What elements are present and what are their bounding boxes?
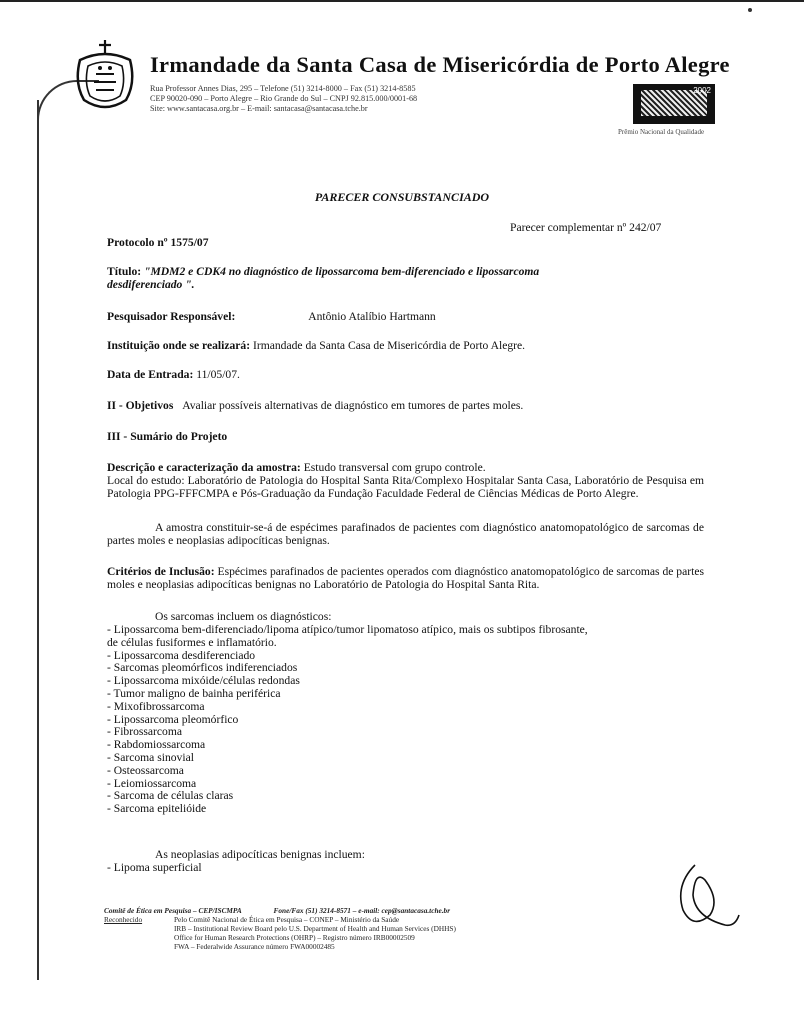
list-item: - Mixofibrossarcoma [107, 699, 205, 713]
objectives-text: Avaliar possíveis alternativas de diagnóstico em tumores de partes moles. [182, 399, 524, 412]
list-item: - Tumor maligno de bainha periférica [107, 686, 281, 700]
title-text: "MDM2 e CDK4 no diagnóstico de lipossarcoma bem-diferenciado e lipossarcoma [144, 265, 540, 278]
list-item: - Lipossarcoma desdiferenciado [107, 648, 256, 662]
left-margin-line [37, 100, 39, 980]
list-item: - Sarcoma epitelióide [107, 802, 207, 816]
footer-line: FWA – Federalwide Assurance número FWA00002485 [174, 942, 335, 951]
researcher-name: Antônio Atalíbio Hartmann [308, 310, 436, 323]
inclusion-criteria-paragraph [107, 566, 704, 592]
footer-recognition [104, 915, 456, 951]
list-item: de células fusiformes e inflamatório. [107, 635, 277, 649]
footer [104, 906, 456, 951]
footer-committee-line [104, 906, 456, 915]
title-label: Título: [107, 265, 142, 278]
title-line [107, 266, 539, 279]
diagnosis-list [107, 624, 588, 816]
summary-heading: III - Sumário do Projeto [107, 430, 228, 443]
footer-contact: Fone/Fax (51) 3214-8571 – e-mail: cep@santacasa.tche.br [273, 906, 451, 915]
document-heading: PARECER CONSUBSTANCIADO [314, 190, 490, 204]
institution-label: Instituição onde se realizará: [107, 339, 251, 352]
date-row [107, 369, 240, 382]
list-item: - Fibrossarcoma [107, 725, 183, 739]
sample-description-label: Descrição e caracterização da amostra: [107, 461, 301, 474]
footer-line: Pelo Comitê Nacional de Ética em Pesquisa – CONEP – Ministério da Saúde [174, 915, 400, 924]
footer-line: IRB – Institutional Review Board pelo U.S. Department of Health and Human Services (DHHS) [174, 924, 456, 933]
sample-description-text: Estudo transversal com grupo controle. [303, 461, 486, 474]
list-item: - Osteossarcoma [107, 763, 184, 777]
researcher-label: Pesquisador Responsável: [107, 310, 236, 323]
institution-title: Irmandade da Santa Casa de Misericórdia de Porto Alegre [150, 52, 730, 77]
institution-row [107, 340, 525, 353]
objectives-label: II - Objetivos [107, 399, 174, 412]
list-item: - Lipossarcoma bem-diferenciado/lipoma atípico/tumor lipomatoso atípico, mais os subtipos fibrosante, [107, 623, 588, 636]
quality-award-logo [633, 84, 715, 124]
list-item: - Sarcoma sinovial [107, 750, 194, 764]
top-border [0, 0, 804, 2]
date-label: Data de Entrada: [107, 368, 194, 381]
list-item: - Rabdomiossarcoma [107, 738, 206, 752]
sarcomas-intro: Os sarcomas incluem os diagnósticos: [155, 610, 332, 623]
handwritten-signature [665, 855, 745, 935]
santa-casa-seal-icon [70, 38, 140, 116]
logo-caption: Prêmio Nacional da Qualidade [618, 128, 705, 136]
protocol-number: Protocolo nº 1575/07 [107, 236, 209, 249]
list-item: - Sarcomas pleomórficos indiferenciados [107, 661, 298, 675]
benign-list-item: - Lipoma superficial [107, 861, 202, 874]
list-item: - Lipossarcoma mixóide/células redondas [107, 674, 300, 688]
researcher-row [107, 311, 436, 324]
institution-value: Irmandade da Santa Casa de Misericórdia de Porto Alegre. [253, 339, 526, 352]
study-location-paragraph: Local do estudo: Laboratório de Patologia do Hospital Santa Rita/Complexo Hospitalar Santa Casa, Laboratório de Pesquisa em Patologia PPG-FFFCMPA e Pós-Graduação da Fundação Faculdade Federal de Ciências Médicas de Porto Alegre. [107, 474, 704, 500]
address-line: Site: www.santacasa.org.br – E-mail: santacasa@santacasa.tche.br [150, 104, 368, 113]
footer-line: Office for Human Research Protections (OHRP) – Registro número IRB00002509 [174, 933, 415, 942]
address-line: Rua Professor Annes Dias, 295 – Telefone (51) 3214-8000 – Fax (51) 3214-8585 [150, 84, 416, 93]
objectives-row [107, 400, 523, 413]
scan-speck [748, 8, 752, 12]
list-item: - Lipossarcoma pleomórfico [107, 712, 239, 726]
footer-recognized-label: Reconhecido [104, 915, 143, 924]
inclusion-criteria-label: Critérios de Inclusão: [107, 565, 215, 578]
sample-description-row [107, 462, 486, 475]
logo-year: 2002 [693, 86, 711, 95]
address-block [150, 84, 417, 114]
address-line: CEP 90020-090 – Porto Alegre – Rio Grande do Sul – CNPJ 92.815.000/0001-68 [150, 94, 418, 103]
list-item: - Sarcoma de células claras [107, 789, 234, 803]
list-item: - Leiomiossarcoma [107, 776, 197, 790]
date-value: 11/05/07. [196, 368, 240, 381]
footer-committee: Comitê de Ética em Pesquisa – CEP/ISCMPA [104, 906, 242, 915]
complement-number: Parecer complementar nº 242/07 [510, 221, 662, 234]
sample-paragraph: A amostra constituir-se-á de espécimes parafinados de pacientes com diagnóstico anatomopatológico de sarcomas de partes moles e neoplasias adipocíticas benignas. [107, 521, 704, 547]
benign-intro: As neoplasias adipocíticas benignas incluem: [155, 848, 365, 861]
title-text-continued: desdiferenciado ". [107, 278, 195, 291]
inclusion-criteria-text: Espécimes parafinados de pacientes operados com diagnóstico anatomopatológico de sarcomas de partes moles e neoplasias adipocíticas benignas no Laboratório de Patologia do Hospital Santa Rita. [107, 565, 704, 591]
